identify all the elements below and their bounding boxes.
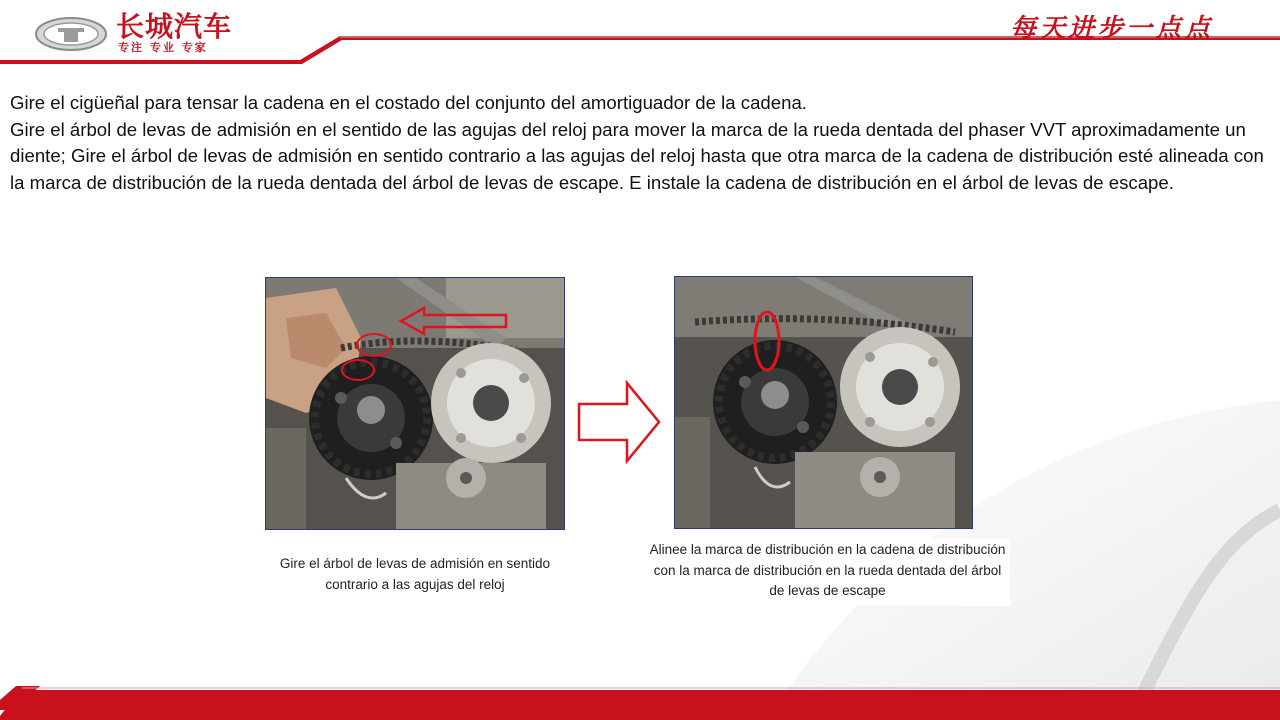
footer-bar	[0, 686, 1280, 720]
slogan: 每天进步一点点	[1010, 14, 1214, 44]
instruction-paragraph-1: Gire el cigüeñal para tensar la cadena en el costado del conjunto del amortiguador de la cadena.	[10, 92, 807, 113]
header	[0, 0, 1280, 64]
brand-tagline: 专注 专业 专家	[118, 41, 208, 54]
great-wall-emblem-icon	[34, 16, 108, 52]
step-1-photo	[265, 277, 565, 530]
right-arrow-icon	[577, 380, 661, 464]
brand-logo	[34, 12, 274, 56]
step-1-caption: Gire el árbol de levas de admisión en sentido contrario a las agujas del reloj	[279, 556, 551, 592]
instruction-text	[10, 90, 1272, 196]
step-2-caption: Alinee la marca de distribución en la cadena de distribución con la marca de distribución en la rueda dentada del árbol de levas de escape	[645, 538, 1010, 606]
instruction-paragraph-2: Gire el árbol de levas de admisión en el sentido de las agujas del reloj para mover la marca de la rueda dentada del phaser VVT aproximadamente un diente; Gire el árbol de levas de admisión en sentido contrario a las agujas del reloj hasta que otra marca de la cadena de distribución esté alineada con la marca de distribución de la rueda dentada del árbol de levas de escape. E instale la cadena de distribución en el árbol de levas de escape.	[10, 118, 1264, 193]
step-2-photo	[674, 276, 973, 529]
brand-name: 长城汽车	[116, 10, 233, 43]
